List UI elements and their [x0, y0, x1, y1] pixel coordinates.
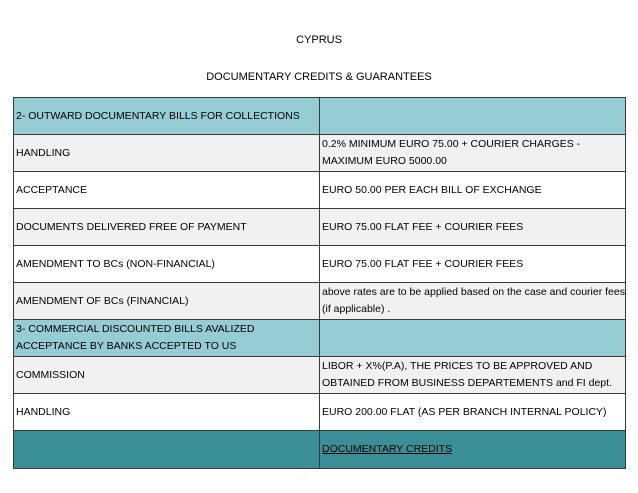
fees-table	[13, 97, 626, 469]
fee-value-cell: EURO 75.00 FLAT FEE + COURIER FEES	[320, 246, 626, 283]
fee-label-cell: COMMISSION	[14, 357, 320, 394]
table-row	[14, 209, 626, 246]
footer-link-cell	[320, 431, 626, 469]
fee-label-cell: ACCEPTANCE	[14, 172, 320, 209]
fee-label-cell: AMENDMENT OF BCs (FINANCIAL)	[14, 283, 320, 320]
fee-value-cell: EURO 75.00 FLAT FEE + COURIER FEES	[320, 209, 626, 246]
fee-value-cell: LIBOR + X%(P.A), THE PRICES TO BE APPROVED AND OBTAINED FROM BUSINESS DEPARTEMENTS and FI dept.	[320, 357, 626, 394]
footer-empty-cell	[14, 431, 320, 469]
fee-value-cell: above rates are to be applied based on the case and courier fees (if applicable) .	[320, 283, 626, 320]
fee-label-cell: AMENDMENT TO BCs (NON-FINANCIAL)	[14, 246, 320, 283]
fee-value-cell: EURO 50.00 PER EACH BILL OF EXCHANGE	[320, 172, 626, 209]
table-row	[14, 394, 626, 431]
page-subtitle: DOCUMENTARY CREDITS & GUARANTEES	[206, 71, 432, 83]
fee-label-cell: HANDLING	[14, 135, 320, 172]
section-header-row	[14, 98, 626, 135]
section-title-cell: 3- COMMERCIAL DISCOUNTED BILLS AVALIZED ACCEPTANCE BY BANKS ACCEPTED TO US	[14, 320, 320, 357]
table-row	[14, 246, 626, 283]
fee-value-cell: EURO 200.00 FLAT (AS PER BRANCH INTERNAL POLICY)	[320, 394, 626, 431]
section-value-cell	[320, 320, 626, 357]
table-row	[14, 135, 626, 172]
fee-label-cell: DOCUMENTS DELIVERED FREE OF PAYMENT	[14, 209, 320, 246]
table-row	[14, 283, 626, 320]
table-row	[14, 357, 626, 394]
fee-value-cell: 0.2% MINIMUM EURO 75.00 + COURIER CHARGES - MAXIMUM EURO 5000.00	[320, 135, 626, 172]
section-value-cell	[320, 98, 626, 135]
page-title: CYPRUS	[296, 34, 342, 46]
section-header-row	[14, 320, 626, 357]
table-row	[14, 172, 626, 209]
documentary-credits-link[interactable]: DOCUMENTARY CREDITS	[322, 443, 453, 455]
section-title-cell: 2- OUTWARD DOCUMENTARY BILLS FOR COLLECTIONS	[14, 98, 320, 135]
fee-label-cell: HANDLING	[14, 394, 320, 431]
footer-row	[14, 431, 626, 469]
